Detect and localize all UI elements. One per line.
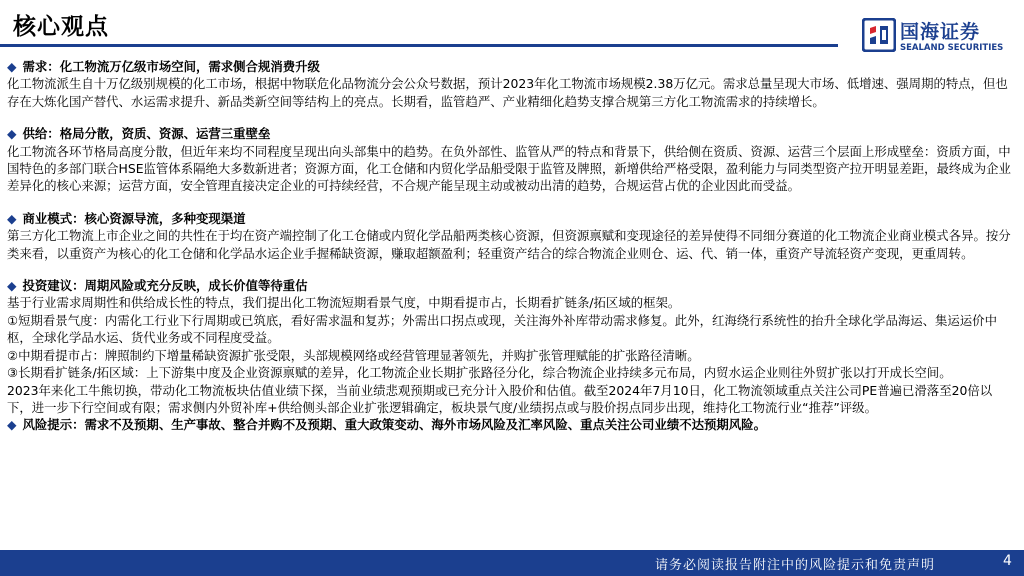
page-number: 4	[1003, 553, 1012, 569]
section-paragraph: ①短期看景气度：内需化工行业下行周期或已筑底，看好需求温和复苏；外需出口拐点或现，关注海外补库带动需求修复。此外，红海绕行系统性的抬升全球化学品海运、集运运价中枢，全球化学品水运、货代业务或不同程度受益。	[7, 312, 997, 346]
diamond-icon: ◆	[7, 59, 17, 74]
section-paragraph: 化工物流各环节格局高度分散，但近年来均不同程度呈现出向头部集中的趋势。在负外部性、监管从严的特点和背景下，供给侧在资质、资源、运营三个层面上形成壁垒：资质方面，中国特色的多部门联合HSE监管体系隔绝大多数新进者；资源方面，化工仓储和内贸化学品船受限于监管及牌照，新增供给严格受限，盈利能力与同类型资产拉开明显差距，最终成为企业差异化的核心来源；运营方面，安全管理直接决定企业的可持续经营，不合规产能呈现主动或被动出清的趋势，合规运营占优的企业因此而受益。	[7, 143, 1011, 194]
section-investment	[7, 277, 1015, 416]
section-heading-text: 投资建议：周期风险或充分反映，成长价值等待重估	[22, 278, 308, 294]
section-paragraph: 基于行业需求周期性和供给成长性的特点，我们提出化工物流短期看景气度，中期看提市占，长期看扩链条/拓区域的框架。	[7, 295, 681, 311]
section-heading-text: 需求：化工物流万亿级市场空间，需求侧合规消费升级	[22, 59, 320, 74]
logo-chinese-name: 国海证券	[900, 21, 981, 43]
section-paragraph: 2023年来化工牛熊切换，带动化工物流板块估值业绩下探，当前业绩悲观预期或已充分计入股价和估值。截至2024年7月10日，化工物流领域重点关注公司PE普遍已滑落至20倍以下，进一步下行空间或有限；需求侧内外贸补库+供给侧头部企业扩张逻辑确定，板块景气度/业绩拐点或与股价拐点同步出现，维持化工物流行业“推荐”评级。	[7, 382, 993, 415]
section-paragraph: 化工物流派生自十万亿级别规模的化工市场，根据中物联危化品物流分会公众号数据，预计2023年化工物流市场规模2.38万亿元。需求总量呈现大市场、低增速、强周期的特点，但也存在大炼化国产替代、水运需求提升、新品类新空间等结构上的亮点。长期看，监管趋严、产业精细化趋势支撑合规第三方化工物流需求的持续增长。	[7, 76, 1008, 109]
section-heading-text: 供给：格局分散，资质、资源、运营三重壁垒	[22, 126, 271, 142]
sealand-logo-mark-icon	[862, 18, 896, 52]
section-paragraph: 第三方化工物流上市企业之间的共性在于均在资产端控制了化工仓储或内贸化学品船两类核心资源，但资源禀赋和变现途径的差异使得不同细分赛道的化工物流企业商业模式各异。按分类来看，以重资产为核心的化工仓储和化学品水运企业手握稀缺资源，赚取超额盈利；轻重资产结合的综合物流企业则仓、运、代、销一体，重资产导流轻资产变现，更重周转。	[7, 228, 1011, 261]
footer-disclaimer: 请务必阅读报告附注中的风险提示和免责声明	[655, 558, 936, 573]
page-title: 核心观点	[13, 14, 109, 40]
section-demand	[7, 58, 1015, 110]
section-paragraph: ③长期看扩链条/拓区域：上下游集中度及企业资源禀赋的差异，化工物流企业长期扩张路径分化，综合物流企业持续多元布局，内贸水运企业则往外贸扩张以打开成长空间。	[7, 365, 952, 381]
section-heading	[7, 125, 1015, 142]
section-heading	[7, 210, 1015, 227]
diamond-icon: ◆	[7, 417, 17, 433]
diamond-icon: ◆	[7, 278, 17, 294]
section-heading-text: 商业模式：核心资源导流，多种变现渠道	[22, 210, 246, 226]
risk-warning-text: 风险提示：需求不及预期、生产事故、整合并购不及预期、重大政策变动、海外市场风险及汇率风险、重点关注公司业绩不达预期风险。	[22, 417, 766, 433]
footer-bar	[0, 550, 1024, 576]
section-business-model	[7, 210, 1015, 262]
section-heading	[7, 277, 1015, 294]
section-paragraph: ②中期看提市占：牌照制约下增量稀缺资源扩张受限，头部规模网络或经营管理显著领先，并购扩张管理赋能的扩张路径清晰。	[7, 347, 700, 363]
section-supply	[7, 125, 1015, 195]
company-logo	[862, 16, 1012, 56]
diamond-icon: ◆	[7, 210, 17, 226]
report-body	[7, 58, 1015, 434]
title-underline	[0, 44, 838, 47]
section-heading	[7, 58, 1015, 75]
logo-english-name: SEALAND SECURITIES	[900, 43, 1004, 53]
risk-warning	[7, 416, 1015, 433]
diamond-icon: ◆	[7, 126, 17, 142]
